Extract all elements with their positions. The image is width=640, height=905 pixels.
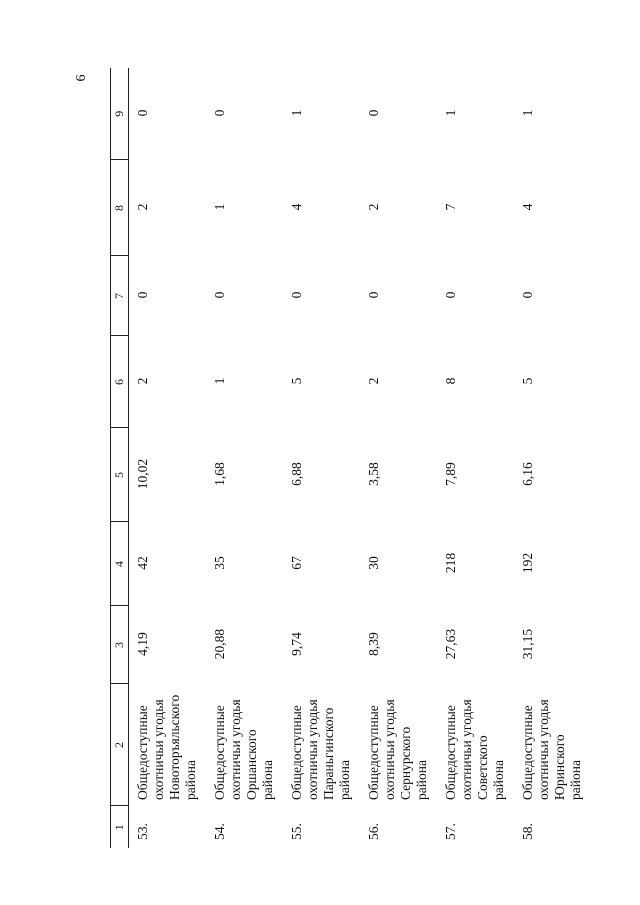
value-cell-c8: 2 bbox=[366, 203, 381, 211]
name-line: Общедоступные bbox=[289, 705, 304, 800]
value-cell-c4: 30 bbox=[366, 556, 381, 570]
hunting-ground-name bbox=[206, 684, 283, 806]
value-cell-c6: 2 bbox=[366, 377, 381, 385]
value-cell-c5: 1,68 bbox=[212, 462, 227, 486]
name-line: Общедоступные bbox=[212, 705, 227, 800]
name-line: района bbox=[183, 760, 198, 800]
value-cell-c7: 0 bbox=[520, 291, 535, 299]
name-line: Новоторъяльского bbox=[167, 694, 182, 800]
name-line: Юринского bbox=[552, 734, 567, 800]
value-cell-c4: 42 bbox=[135, 556, 150, 570]
value-cell-c9: 1 bbox=[520, 109, 535, 117]
value-cell-c7: 0 bbox=[366, 291, 381, 299]
value-cell-c4: 35 bbox=[212, 556, 227, 570]
table-row bbox=[283, 68, 360, 848]
name-line: Сернурского bbox=[398, 726, 413, 800]
hunting-grounds-table bbox=[110, 68, 591, 848]
value-cell-c5: 6,88 bbox=[289, 462, 304, 486]
value-cell-c6: 5 bbox=[289, 377, 304, 385]
column-header-4: 4 bbox=[111, 522, 129, 606]
value-cell-c5: 3,58 bbox=[366, 462, 381, 486]
name-line: охотничьи угодья bbox=[536, 699, 551, 800]
row-number: 57. bbox=[443, 823, 458, 840]
value-cell-c3: 9,74 bbox=[289, 632, 304, 656]
table-row bbox=[437, 68, 514, 848]
row-number: 58. bbox=[520, 823, 535, 840]
value-cell-c3: 27,63 bbox=[443, 628, 458, 660]
value-cell-c9: 0 bbox=[366, 109, 381, 117]
name-line: охотничьи угодья bbox=[228, 699, 243, 800]
value-cell-c8: 2 bbox=[135, 203, 150, 211]
value-cell-c6: 2 bbox=[135, 377, 150, 385]
value-cell-c3: 31,15 bbox=[520, 628, 535, 660]
name-line: Советского bbox=[475, 735, 490, 800]
column-header-1: 1 bbox=[111, 806, 129, 848]
value-cell-c7: 0 bbox=[135, 291, 150, 299]
name-line: охотничьи угодья bbox=[151, 699, 166, 800]
value-cell-c4: 218 bbox=[443, 552, 458, 574]
column-header-3: 3 bbox=[111, 606, 129, 684]
name-line: Общедоступные bbox=[135, 705, 150, 800]
table-row bbox=[360, 68, 437, 848]
name-line: охотничьи угодья bbox=[305, 699, 320, 800]
hunting-ground-name bbox=[360, 684, 437, 806]
hunting-ground-name bbox=[514, 684, 591, 806]
value-cell-c3: 4,19 bbox=[135, 632, 150, 656]
row-number: 54. bbox=[212, 823, 227, 840]
name-line: охотничьи угодья bbox=[382, 699, 397, 800]
value-cell-c3: 8,39 bbox=[366, 632, 381, 656]
name-line: Параньгинского bbox=[321, 707, 336, 800]
hunting-ground-name bbox=[129, 684, 207, 806]
name-line: Оршанского bbox=[244, 729, 259, 800]
table-row bbox=[514, 68, 591, 848]
column-header-8: 8 bbox=[111, 160, 129, 256]
value-cell-c4: 67 bbox=[289, 556, 304, 570]
name-line: района bbox=[414, 760, 429, 800]
value-cell-c5: 7,89 bbox=[443, 462, 458, 486]
value-cell-c6: 8 bbox=[443, 377, 458, 385]
column-header-7: 7 bbox=[111, 256, 129, 336]
name-line: района bbox=[260, 760, 275, 800]
hunting-grounds-table-sheet bbox=[110, 68, 583, 848]
value-cell-c9: 1 bbox=[443, 109, 458, 117]
value-cell-c9: 0 bbox=[135, 109, 150, 117]
table-header bbox=[111, 68, 129, 848]
column-header-2: 2 bbox=[111, 684, 129, 806]
value-cell-c5: 10,02 bbox=[135, 458, 150, 490]
value-cell-c7: 0 bbox=[289, 291, 304, 299]
page-number: 6 bbox=[74, 74, 89, 82]
table-row bbox=[129, 68, 207, 848]
column-header-6: 6 bbox=[111, 336, 129, 428]
value-cell-c6: 5 bbox=[520, 377, 535, 385]
value-cell-c5: 6,16 bbox=[520, 462, 535, 486]
name-line: охотничьи угодья bbox=[459, 699, 474, 800]
name-line: Общедоступные bbox=[366, 705, 381, 800]
value-cell-c9: 1 bbox=[289, 109, 304, 117]
hunting-ground-name bbox=[437, 684, 514, 806]
name-line: района bbox=[491, 760, 506, 800]
value-cell-c9: 0 bbox=[212, 109, 227, 117]
value-cell-c4: 192 bbox=[520, 552, 535, 574]
value-cell-c7: 0 bbox=[212, 291, 227, 299]
name-line: района bbox=[337, 760, 352, 800]
column-header-5: 5 bbox=[111, 428, 129, 522]
row-number: 53. bbox=[135, 823, 150, 840]
value-cell-c8: 1 bbox=[212, 203, 227, 211]
name-line: Общедоступные bbox=[443, 705, 458, 800]
value-cell-c8: 4 bbox=[289, 203, 304, 211]
name-line: района bbox=[568, 760, 583, 800]
table-body bbox=[129, 68, 592, 848]
hunting-ground-name bbox=[283, 684, 360, 806]
row-number: 55. bbox=[289, 823, 304, 840]
table-row bbox=[206, 68, 283, 848]
value-cell-c6: 1 bbox=[212, 377, 227, 385]
row-number: 56. bbox=[366, 823, 381, 840]
value-cell-c8: 4 bbox=[520, 203, 535, 211]
name-line: Общедоступные bbox=[520, 705, 535, 800]
column-header-9: 9 bbox=[111, 68, 129, 160]
value-cell-c3: 20,88 bbox=[212, 628, 227, 660]
value-cell-c7: 0 bbox=[443, 291, 458, 299]
value-cell-c8: 7 bbox=[443, 203, 458, 211]
